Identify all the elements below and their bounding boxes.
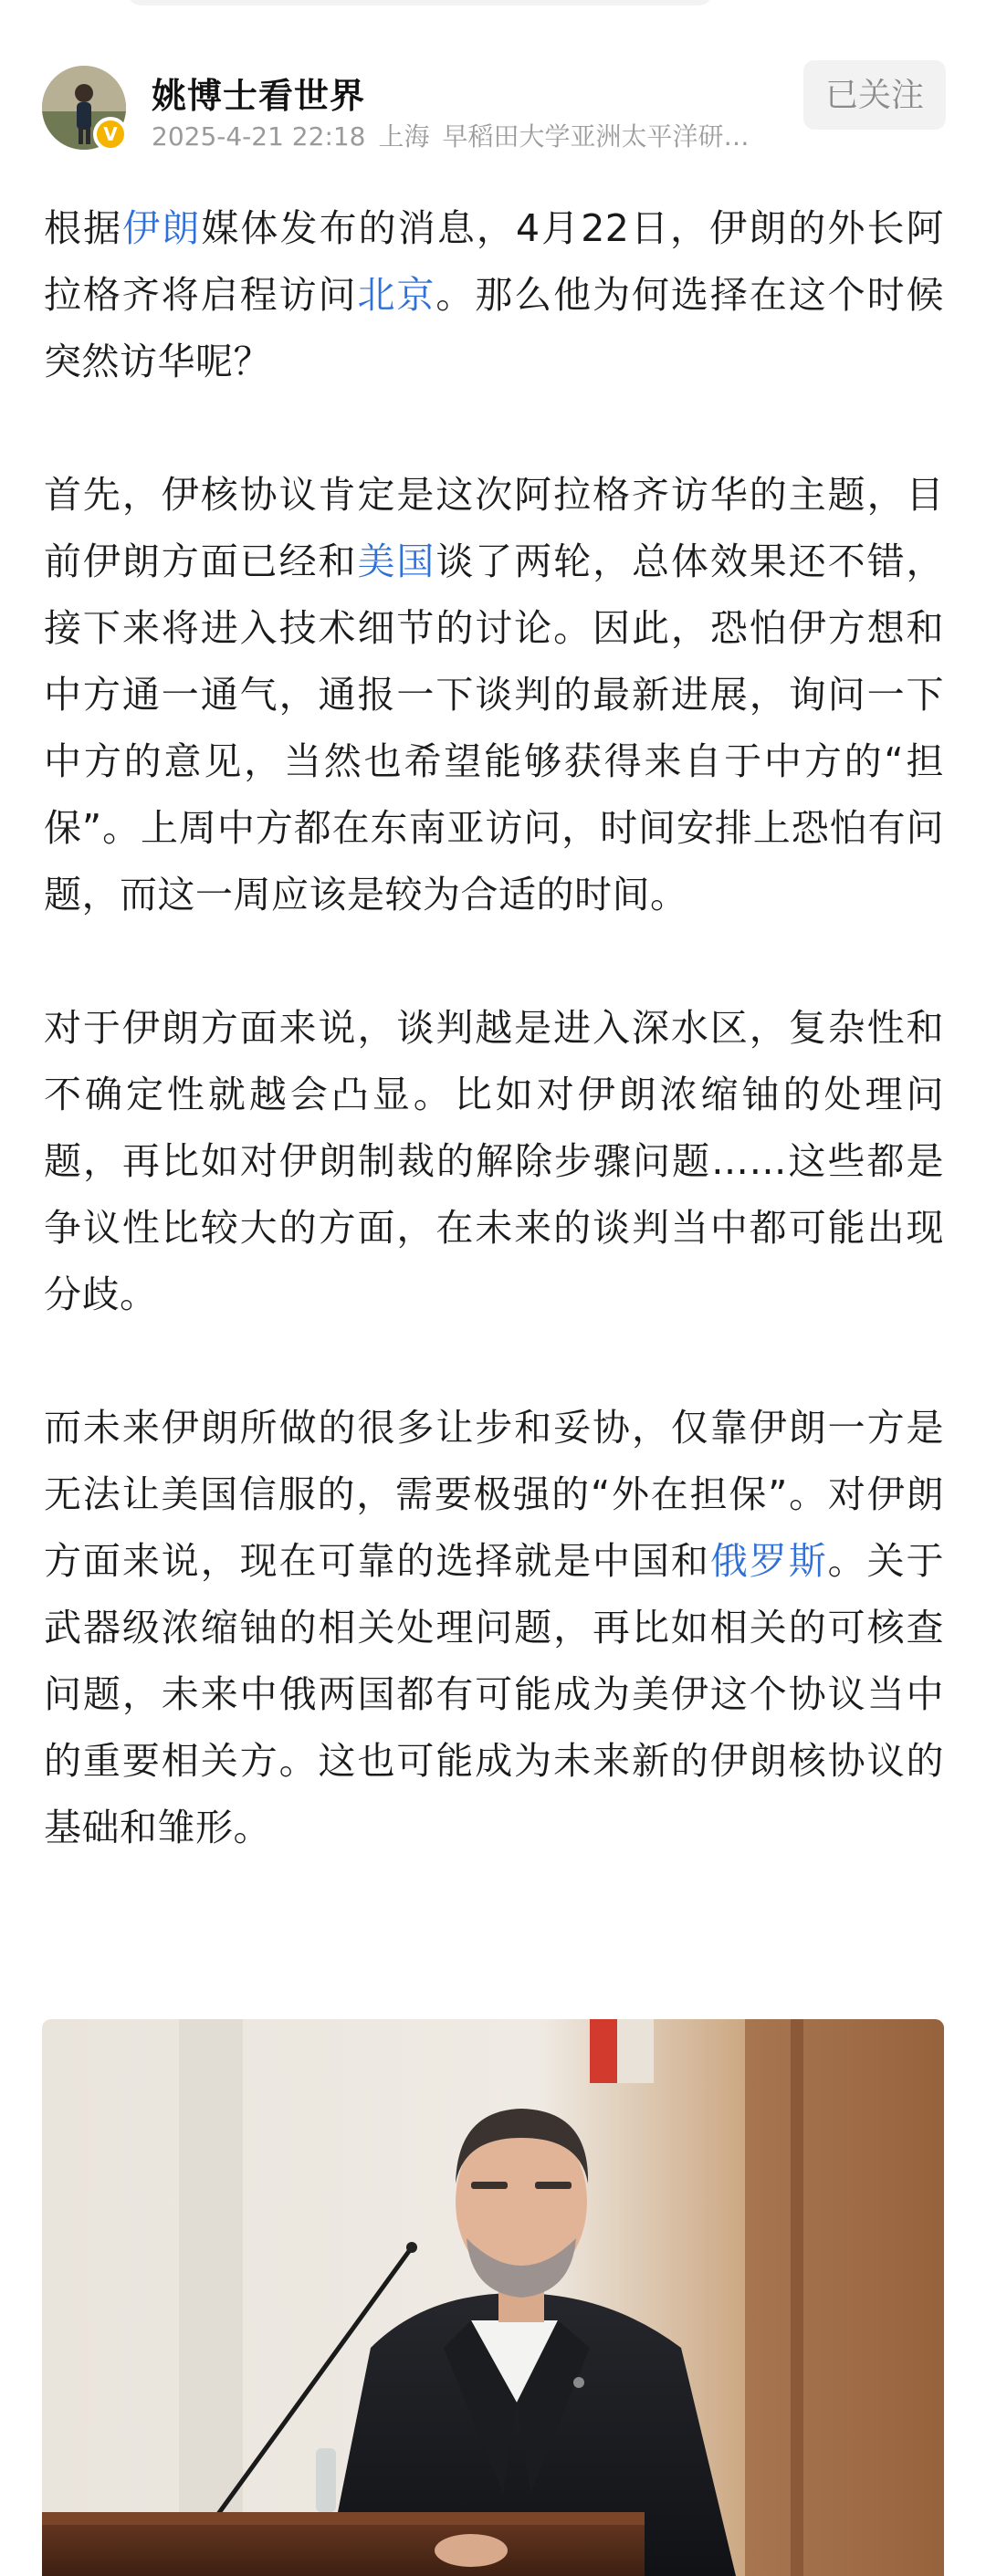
topic-link[interactable]: 美国	[357, 539, 436, 583]
post-header	[0, 55, 986, 164]
topic-link[interactable]: 北京	[357, 273, 436, 317]
paragraph-text: 媒体发布的消息，4月22日，伊朗的外长阿拉格齐将启程访问	[44, 206, 945, 317]
search-bar-remnant	[128, 0, 712, 5]
article-paragraph	[44, 1395, 944, 1861]
author-affiliation: 早稻田大学亚洲太平洋研…	[442, 121, 750, 152]
paragraph-text: 谈了两轮，总体效果还不错，接下来将进入技术细节的讨论。因此，恐怕伊方想和中方通一通气，通报一下谈判的最新进展，询问一下中方的意见，当然也希望能够获得来自于中方的“担保”。上周中方都在东南亚访问，时间安排上恐怕有问题，而这一周应该是较为合适的时间。	[44, 539, 945, 916]
article-paragraph	[44, 995, 944, 1328]
paragraph-text: 。关于武器级浓缩铀的相关处理问题，再比如相关的可核查问题，未来中俄两国都有可能成为美伊这个协议当中的重要相关方。这也可能成为未来新的伊朗核协议的基础和雏形。	[44, 1539, 945, 1849]
post-datetime: 2025-4-21 22:18	[152, 121, 366, 152]
paragraph-text: 根据	[44, 206, 123, 250]
article-photo[interactable]	[42, 2019, 944, 2576]
article-body	[44, 195, 944, 1928]
post-location: 上海	[378, 121, 430, 152]
paragraph-text: 对于伊朗方面来说，谈判越是进入深水区，复杂性和不确定性就越会凸显。比如对伊朗浓缩铀的处理问题，再比如对伊朗制裁的解除步骤问题……这些都是争议性比较大的方面，在未来的谈判当中都可能出现分歧。	[44, 1006, 944, 1316]
paragraph-text: 。那么他为何选择在这个时候突然访华呢？	[44, 273, 945, 383]
topic-link[interactable]: 俄罗斯	[709, 1539, 828, 1583]
verified-badge-icon: V	[93, 117, 128, 152]
follow-button[interactable]: 已关注	[803, 60, 946, 130]
post-meta	[152, 117, 791, 153]
article-paragraph	[44, 195, 944, 395]
topic-link[interactable]: 伊朗	[122, 206, 202, 250]
speaker-photo	[42, 2019, 944, 2576]
paragraph-text: 首先，伊核协议肯定是这次阿拉格齐访华的主题，目前伊朗方面已经和	[44, 473, 944, 583]
author-name[interactable]: 姚博士看世界	[152, 76, 366, 116]
paragraph-text: 而未来伊朗所做的很多让步和妥协，仅靠伊朗一方是无法让美国信服的，需要极强的“外在担保”。对伊朗方面来说，现在可靠的选择就是中国和	[44, 1406, 944, 1583]
article-paragraph	[44, 462, 944, 928]
